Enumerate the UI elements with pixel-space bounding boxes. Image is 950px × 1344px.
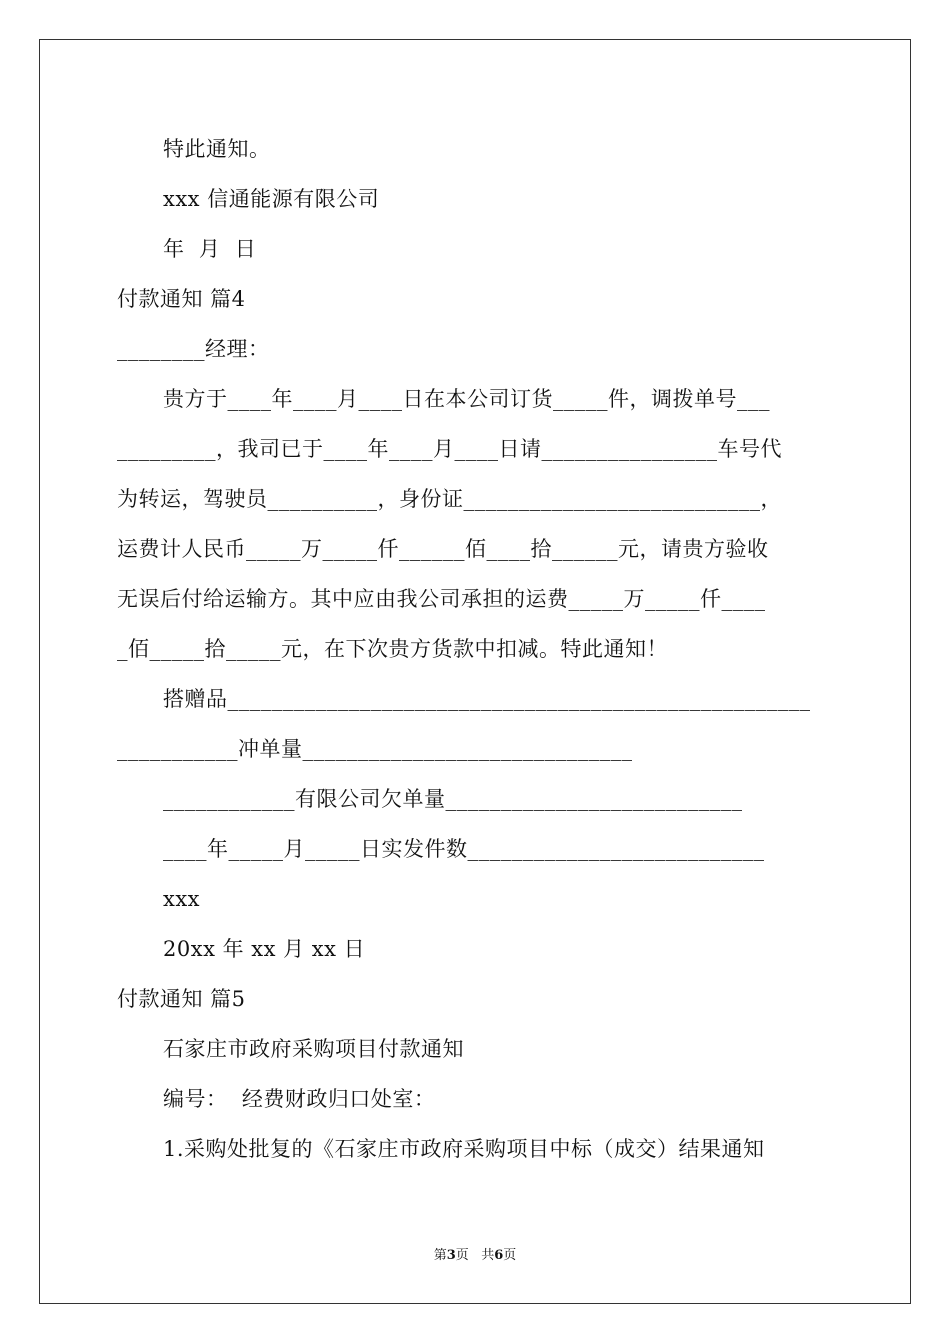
signature-date: 20xx 年 xx 月 xx 日 [163, 937, 366, 961]
date-placeholder: 年 月 日 [163, 237, 257, 261]
company-name: xxx 信通能源有限公司 [163, 187, 380, 211]
body-line: 无误后付给运输方。其中应由我公司承担的运费_____万_____仟____ [117, 587, 766, 611]
closing-notice: 特此通知。 [163, 137, 271, 161]
signature: xxx [163, 887, 201, 911]
footer-mid: 页 共 [455, 1248, 495, 1263]
body-line: 贵方于____年____月____日在本公司订货_____件，调拨单号___ [163, 387, 770, 411]
notice-title: 石家庄市政府采购项目付款通知 [163, 1037, 464, 1061]
gift-line: 搭赠品_____________________________________________________ [163, 687, 811, 711]
page-border [39, 39, 911, 1304]
salutation: ________经理： [117, 337, 270, 361]
body-line: _佰_____拾_____元，在下次贵方货款中扣减。特此通知！ [117, 637, 668, 661]
footer-prefix: 第 [433, 1248, 447, 1263]
shipped-line: ____年_____月_____日实发件数___________________________ [163, 837, 765, 861]
body-line: _________，我司已于____年____月____日请________________车号代 [117, 437, 782, 461]
section-heading-5: 付款通知 篇5 [117, 987, 246, 1011]
footer-suffix: 页 [503, 1248, 517, 1263]
body-line: 运费计人民币_____万_____仟______佰____拾______元，请贵方验收 [117, 537, 769, 561]
offset-line: ___________冲单量______________________________ [117, 737, 633, 761]
section-heading-4: 付款通知 篇4 [117, 287, 246, 311]
current-page-number: 3 [446, 1248, 456, 1263]
owed-line: ____________有限公司欠单量___________________________ [163, 787, 743, 811]
body-line: 为转运，驾驶员__________，身份证___________________________， [117, 487, 782, 511]
page-footer [0, 1248, 950, 1264]
item-1: 1.采购处批复的《石家庄市政府采购项目中标（成交）结果通知 [163, 1137, 765, 1161]
number-dept-line: 编号： 经费财政归口处室： [163, 1087, 436, 1111]
total-pages-number: 6 [494, 1248, 504, 1263]
